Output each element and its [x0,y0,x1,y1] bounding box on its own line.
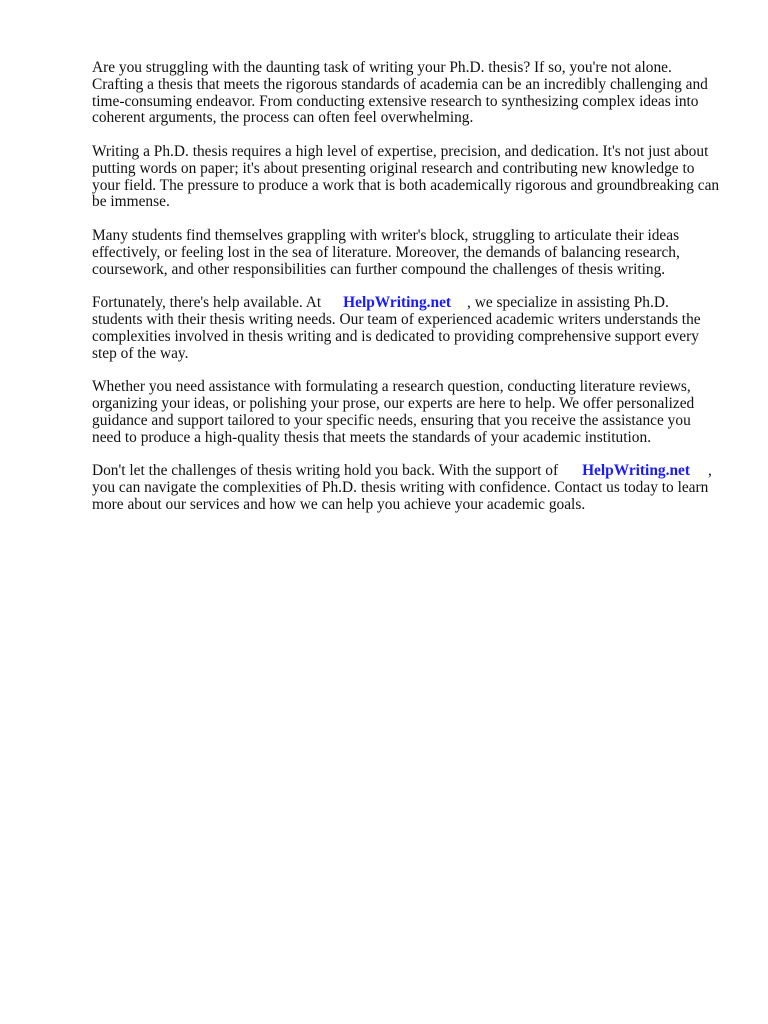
paragraph-help-rest: , we specialize in assisting Ph.D. students with their thesis writing needs. Our team of experienced academic writers understands the complexities involved in thesis writing and is dedicated to providing comprehensive support every step of the way. [92,294,701,362]
paragraph-challenges: Many students find themselves grappling with writer's block, struggling to articulate their ideas effectively, or feeling lost in the sea of literature. Moreover, the demands of balancing research, coursework, and other responsibilities can further compound the challenges of thesis writing. [92,226,680,278]
paragraph-closing-rest: , you can navigate the complexities of Ph.D. thesis writing with confidence. Contact us today to learn more about our services and how we can help you achieve your academic goals. [92,462,712,513]
helpwriting-link-closing[interactable]: HelpWriting.net [582,462,690,480]
paragraph-requirements: Writing a Ph.D. thesis requires a high level of expertise, precision, and dedication. It's not just about putting words on paper; it's about presenting original research and contributing new knowledge to your field. The pressure to produce a work that is both academically rigorous and groundbreaking can be immense. [92,142,720,211]
paragraph-intro: Are you struggling with the daunting task of writing your Ph.D. thesis? If so, you're not alone. Crafting a thesis that meets the rigorous standards of academia can be an incredibly challenging and time-consuming endeavor. From conducting extensive research to synthesizing complex ideas into coherent arguments, the process can often feel overwhelming. [92,59,708,127]
paragraph-help-lead: Fortunately, there's help available. At [92,294,322,312]
helpwriting-link[interactable]: HelpWriting.net [343,294,452,312]
paragraph-help [92,295,720,362]
paragraph-closing-lead: Don't let the challenges of thesis writing hold you back. With the support of [92,462,559,480]
document-body [92,60,720,530]
paragraph-services: Whether you need assistance with formulating a research question, conducting literature reviews, organizing your ideas, or polishing your prose, our experts are here to help. We offer personalized guidance and support tailored to your specific needs, ensuring that you receive the assistance you need to produce a high-quality thesis that meets the standards of your academic institution. [92,378,695,446]
paragraph-closing [92,463,720,513]
